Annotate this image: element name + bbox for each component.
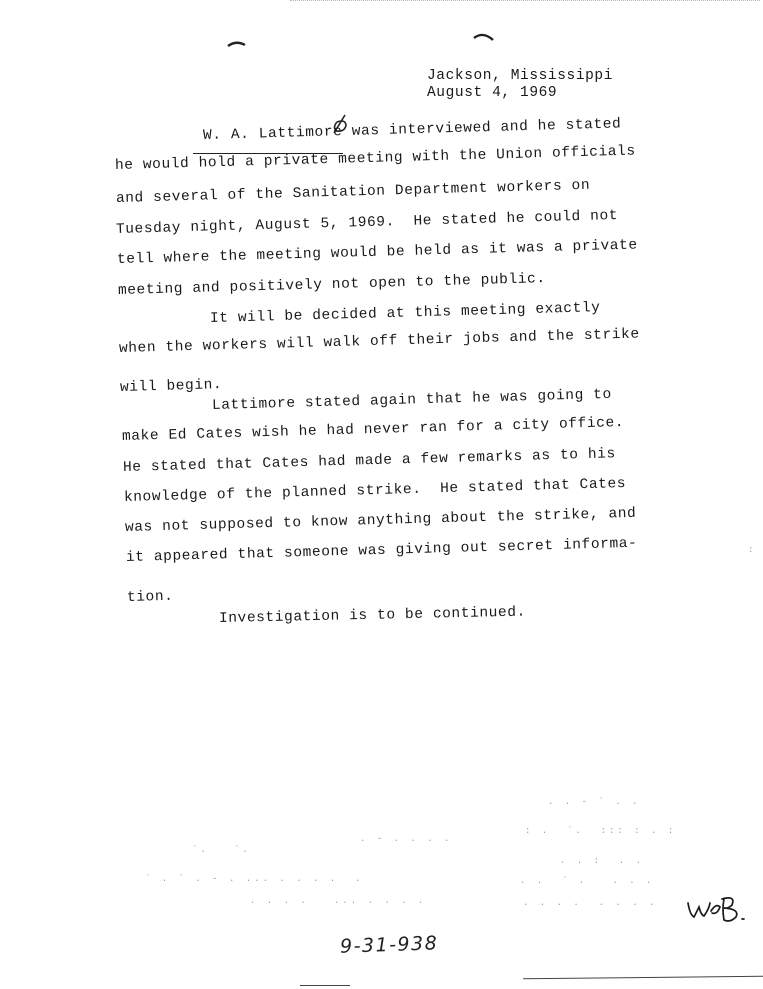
scan-artifact: . - . . . . [360,834,453,844]
text-line: W. A. Lattimore was interviewed and he stated [202,116,622,144]
text-line: It will be decided at this meeting exactly [209,300,601,327]
text-line: He stated that Cates had made a few remarks as to his [122,446,617,476]
text-line: and several of the Sanitation Department workers on [115,177,591,207]
scan-artifact: . . - ` . . [548,797,641,807]
scan-artifact: . . : . . [560,856,645,866]
text-line: it appeared that someone was giving out secret informa- [125,535,638,566]
scan-artifact: : [748,545,754,555]
text-line: make Ed Cates wish he had never ran for a city office. [121,414,625,445]
scan-artifact: `. `. [192,845,251,855]
scan-artifact: . . ` . . . . [520,876,655,886]
text-line: tion. [126,588,174,606]
text-line: tell where the meeting would be held as it was a private [116,237,638,268]
handwritten-initials [684,893,750,927]
bottom-edge-line [523,976,763,980]
top-mark-left [226,38,248,50]
text-line: when the workers will walk off their jobs and the strike [118,326,640,357]
scan-artifact: . . . . ... . . . . [250,896,427,906]
scan-artifact: : . `. ::: : . : [525,826,677,836]
bottom-edge-line [300,985,350,986]
location: Jackson, Mississippi [427,68,614,84]
text-line: he would hold a private meeting with the Union officials [114,143,636,174]
top-edge-perforation [290,0,760,3]
text-line: meeting and positively not open to the public. [117,271,546,299]
text-line: knowledge of the planned strike. He stated that Cates [123,475,627,506]
text-line: was not supposed to know anything about the strike, and [124,505,637,536]
initials-text: wB. [684,893,686,894]
text-line: Tuesday night, August 5, 1969. He stated he could not [115,207,619,238]
scan-artifact: . . . . . . . . [523,898,658,908]
text-line: will begin. [119,377,223,396]
text-line: Investigation is to be continued. [218,604,527,627]
top-mark-right [472,30,496,44]
date: August 4, 1969 [427,85,558,101]
file-number: 9-31-938 [339,932,439,958]
scan-artifact: ` . ` . - . ... . . . . . [145,874,364,884]
text-line: Lattimore stated again that he was going to [211,386,613,414]
